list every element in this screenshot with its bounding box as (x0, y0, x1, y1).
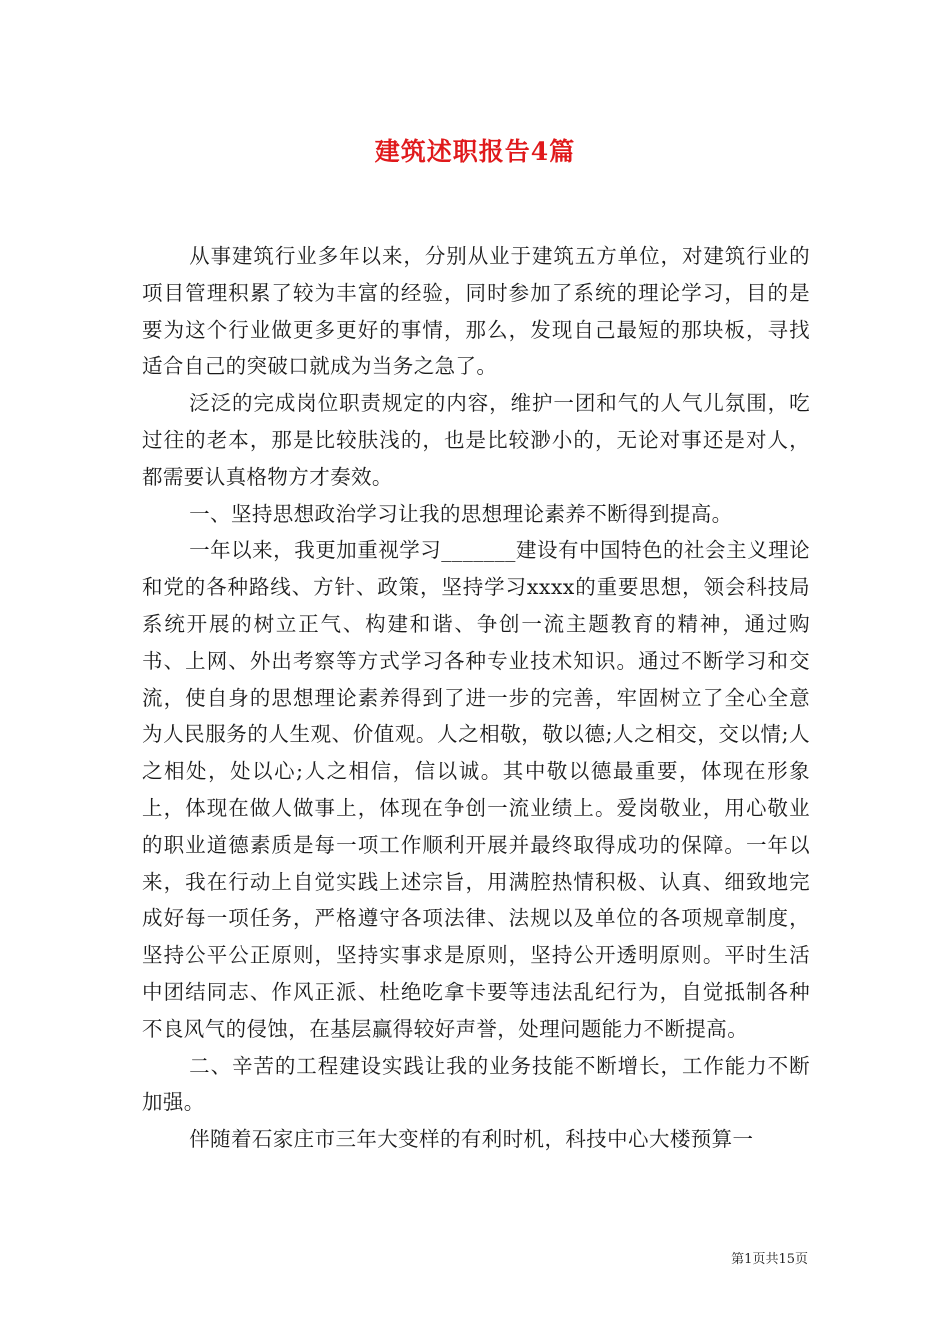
paragraph-duties: 泛泛的完成岗位职责规定的内容，维护一团和气的人气儿氛围，吃过往的老本，那是比较肤浅的，也是比较渺小的，无论对事还是对人，都需要认真格物方才奏效。 (142, 391, 810, 489)
paragraph-construction: 伴随着石家庄市三年大变样的有利时机，科技中心大楼预算一 (189, 1127, 754, 1152)
document-body (142, 238, 810, 1158)
paragraph-study: 一年以来，我更加重视学习_______建设有中国特色的社会主义理论和党的各种路线、方针、政策，坚持学习xxxx的重要思想，领会科技局系统开展的树立正气、构建和谐、争创一流主题教育的精神，通过购书、上网、外出考察等方式学习各种专业技术知识。通过不断学习和交流，使自身的思想理论素养得到了进一步的完善，牢固树立了全心全意为人民服务的人生观、价值观。人之相敬，敬以德;人之相交，交以情;人之相处，处以心;人之相信，信以诚。其中敬以德最重要，体现在形象上，体现在做人做事上，体现在争创一流业绩上。爱岗敬业，用心敬业的职业道德素质是每一项工作顺利开展并最终取得成功的保障。一年以来，我在行动上自觉实践上述宗旨，用满腔热情积极、认真、细致地完成好每一项任务，严格遵守各项法律、法规以及单位的各项规章制度，坚持公平公正原则，坚持实事求是原则，坚持公开透明原则。平时生活中团结同志、作风正派、杜绝吃拿卡要等违法乱纪行为，自觉抵制各种不良风气的侵蚀，在基层赢得较好声誉，处理问题能力不断提高。 (142, 538, 810, 1041)
page-number: 第1页共15页 (731, 1252, 808, 1267)
document-title: 建筑述职报告4篇 (374, 137, 576, 166)
section-heading-2: 二、辛苦的工程建设实践让我的业务技能不断增长，工作能力不断加强。 (142, 1053, 810, 1115)
paragraph-intro: 从事建筑行业多年以来，分别从业于建筑五方单位，对建筑行业的项目管理积累了较为丰富的经验，同时参加了系统的理论学习，目的是要为这个行业做更多更好的事情，那么，发现自己最短的那块板，寻找适合自己的突破口就成为当务之急了。 (142, 244, 810, 379)
section-heading-1: 一、坚持思想政治学习让我的思想理论素养不断得到提高。 (189, 501, 733, 526)
